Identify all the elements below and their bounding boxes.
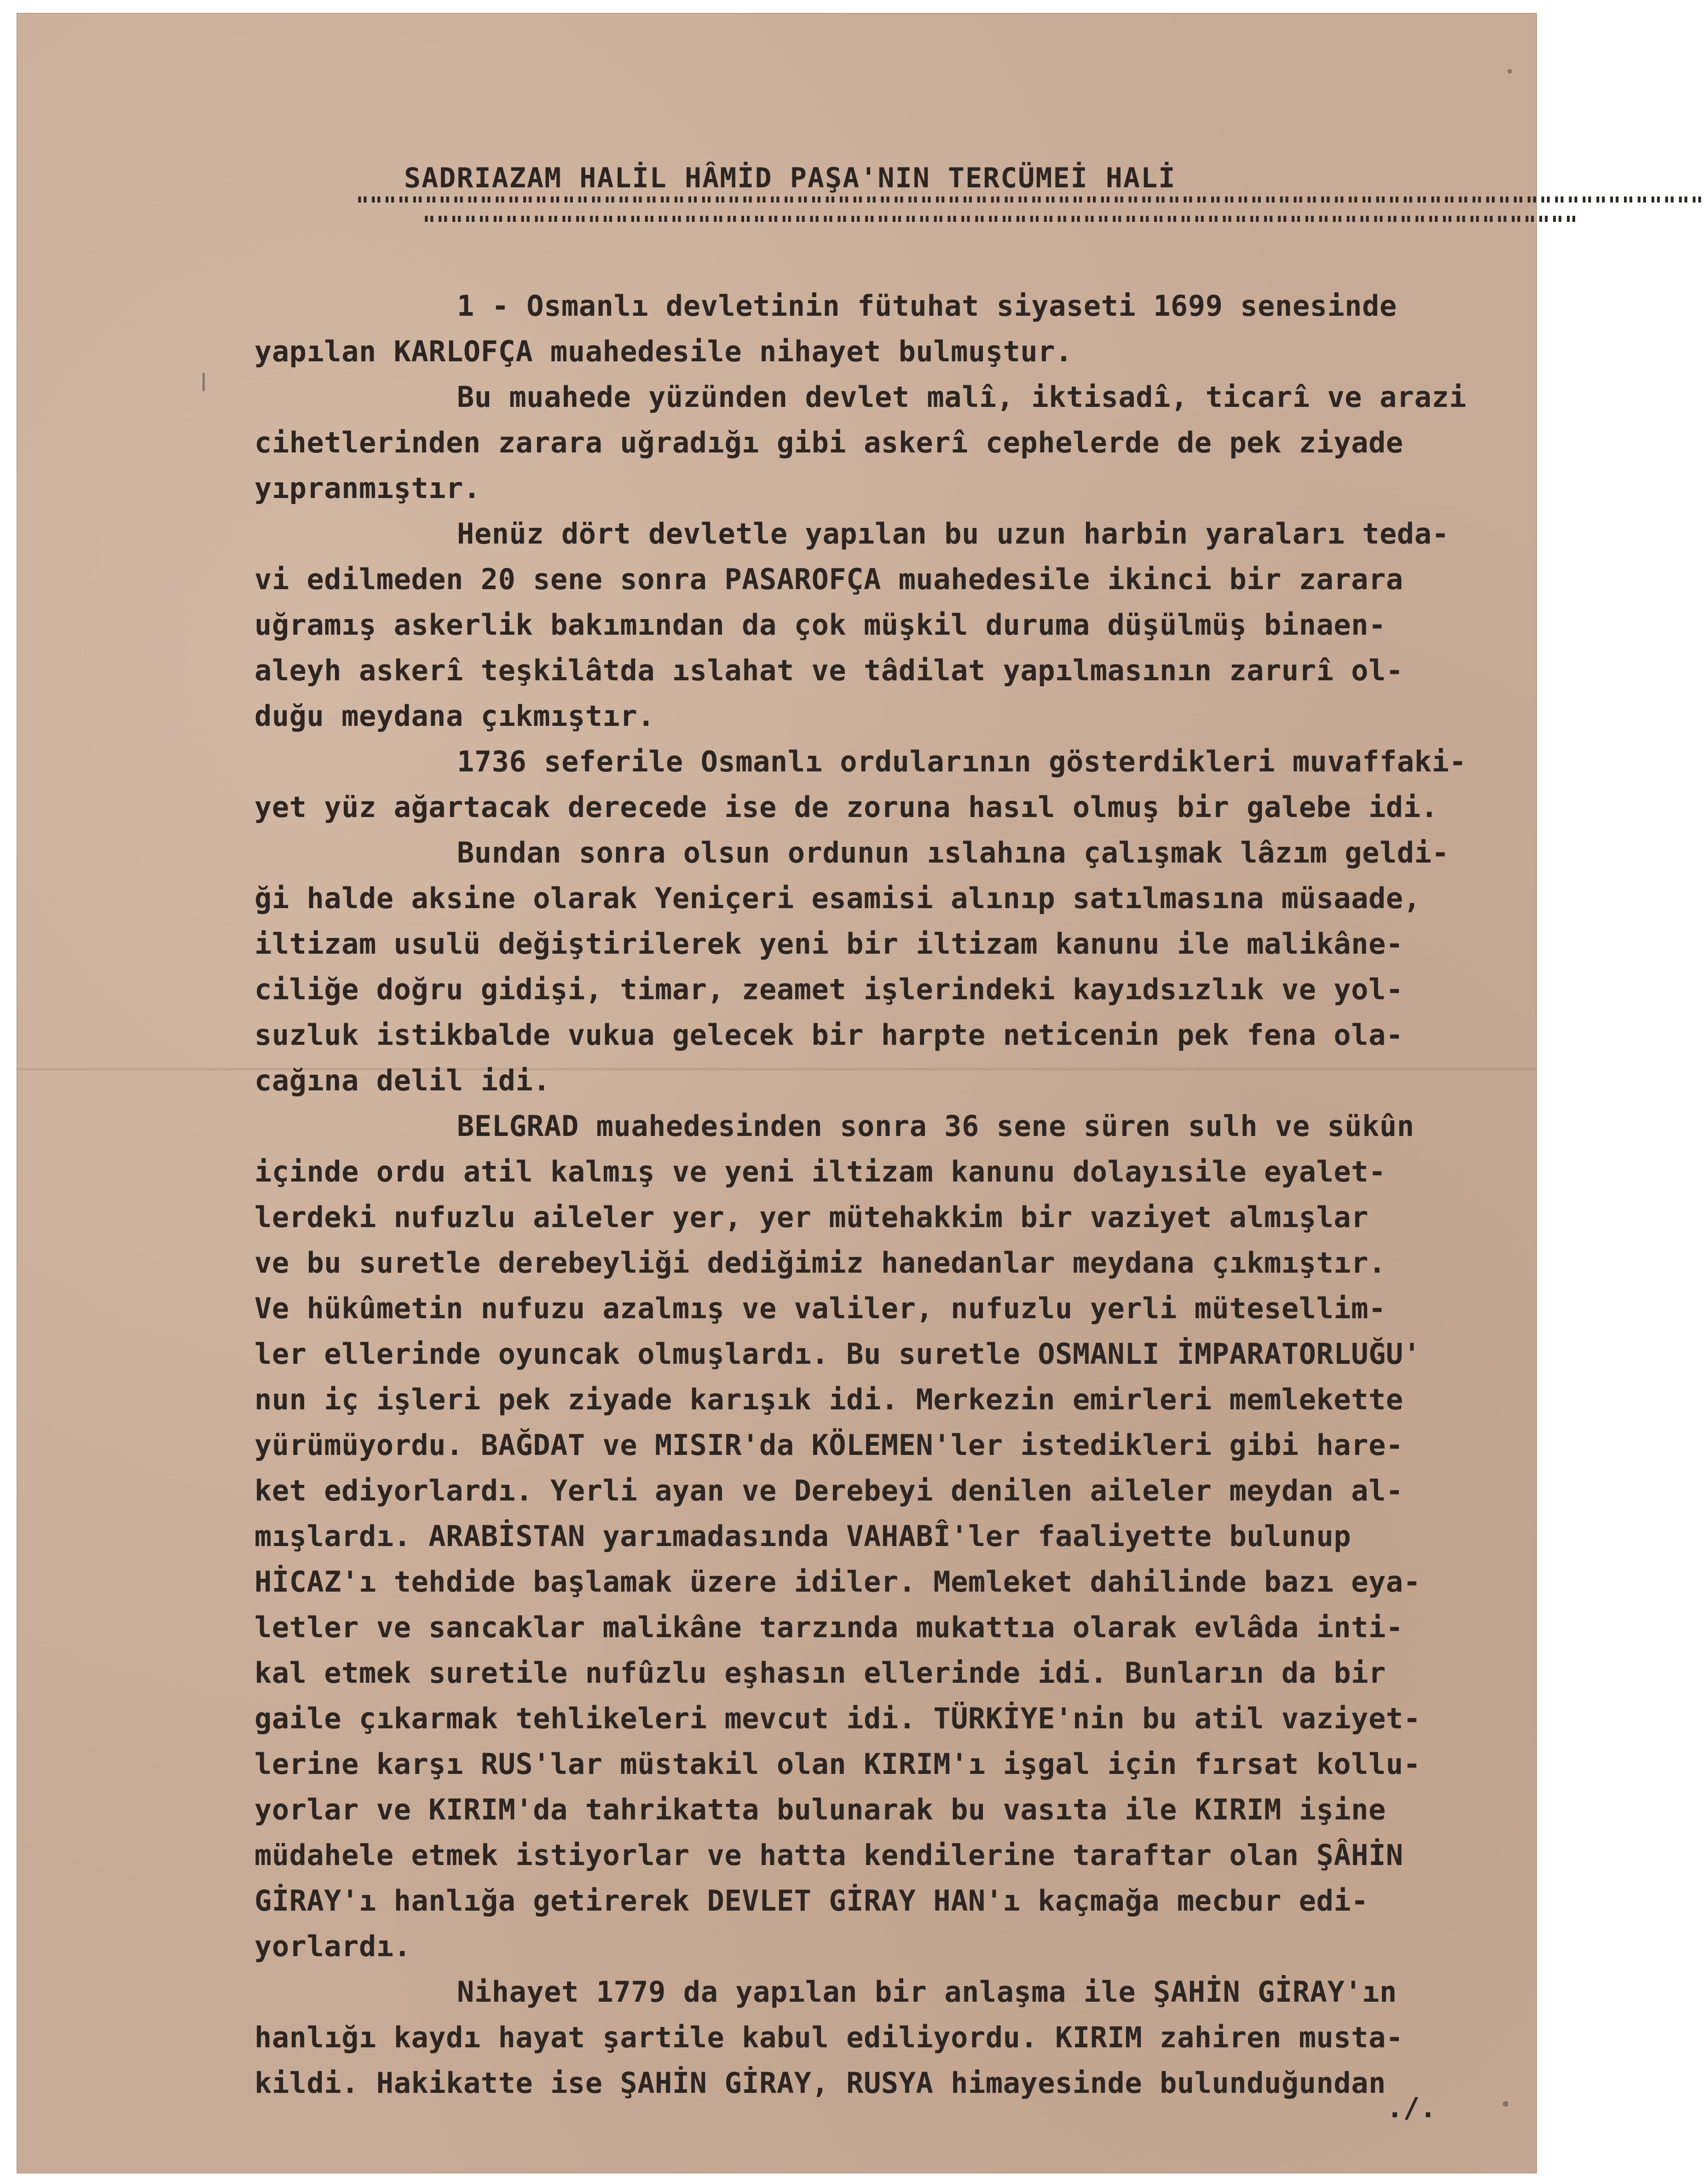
paper-speck [202,373,205,391]
text-line: içinde ordu atil kalmış ve yeni iltizam kanunu dolayısile eyalet- [254,1155,1386,1188]
text-line: Bundan sonra olsun ordunun ıslahına çalışmak lâzım geldi- [457,836,1450,869]
paper-sheet [17,14,1704,2172]
continuation-mark: ./. [1386,2092,1437,2124]
title-underline-1: """""""""""""""""""""""""""""""""""""""""""""""""""""""""""""""""""""""""""""""""""""""""""""""""" [356,192,1704,218]
text-line: gaile çıkarmak tehlikeleri mevcut idi. TÜRKİYE'nin bu atil vaziyet- [254,1702,1421,1735]
text-line: nun iç işleri pek ziyade karışık idi. Merkezin emirleri memlekette [254,1383,1404,1416]
text-line: mışlardı. ARABİSTAN yarımadasında VAHABÎ'ler faaliyette bulunup [254,1519,1352,1553]
text-line: ket ediyorlardı. Yerli ayan ve Derebeyi denilen aileler meydan al- [254,1474,1404,1507]
document-body [254,283,1538,2106]
paper-speck [1508,69,1512,74]
text-line: ği halde aksine olarak Yeniçeri esamisi alınıp satılmasına müsaade, [254,881,1421,915]
text-line: yürümüyordu. BAĞDAT ve MISIR'da KÖLEMEN'ler istedikleri gibi hare- [254,1428,1404,1462]
text-line: kal etmek suretile nufûzlu eşhasın ellerinde idi. Bunların da bir [254,1656,1386,1690]
text-line: yapılan KARLOFÇA muahedesile nihayet bulmuştur. [254,335,1073,368]
text-line: duğu meydana çıkmıştır. [254,699,655,733]
text-line: uğramış askerlik bakımından da çok müşkil duruma düşülmüş binaen- [254,608,1386,642]
text-line: müdahele etmek istiyorlar ve hatta kendilerine taraftar olan ŞÂHİN [254,1838,1404,1872]
text-line: yet yüz ağartacak derecede ise de zoruna hasıl olmuş bir galebe idi. [254,790,1438,824]
text-line: yorlardı. [254,1929,411,1963]
text-line: letler ve sancaklar malikâne tarzında mukattıa olarak evlâda inti- [254,1610,1404,1644]
text-line: 1 - Osmanlı devletinin fütuhat siyaseti 1699 senesinde [457,289,1397,323]
text-line: yıpranmıştır. [254,471,481,505]
text-line: aleyh askerî teşkilâtda ıslahat ve tâdilat yapılmasının zarurî ol- [254,654,1404,687]
text-line: vi edilmeden 20 sene sonra PASAROFÇA muahedesile ikinci bir zarara [254,562,1404,596]
text-line: ve bu suretle derebeyliği dediğimiz hanedanlar meydana çıkmıştır. [254,1246,1386,1280]
text-line: GİRAY'ı hanlığa getirerek DEVLET GİRAY HAN'ı kaçmağa mecbur edi- [254,1884,1369,1918]
text-line: iltizam usulü değiştirilerek yeni bir iltizam kanunu ile malikâne- [254,927,1404,961]
text-line: yorlar ve KIRIM'da tahrikatta bulunarak bu vasıta ile KIRIM işine [254,1793,1386,1826]
text-line: Nihayet 1779 da yapılan bir anlaşma ile ŞAHİN GİRAY'ın [457,1975,1397,2009]
text-line: kildi. Hakikatte ise ŞAHİN GİRAY, RUSYA himayesinde bulunduğundan [254,2066,1386,2100]
title-underline-2: """""""""""""""""""""""""""""""""""""""""""""""""""""""""""""""""""""""""""""""""""" [422,212,1578,238]
text-line: lerdeki nufuzlu aileler yer, yer mütehakkim bir vaziyet almışlar [254,1200,1369,1234]
text-line: hanlığı kaydı hayat şartile kabul ediliyordu. KIRIM zahiren musta- [254,2021,1404,2054]
text-line: ciliğe doğru gidişi, timar, zeamet işlerindeki kayıdsızlık ve yol- [254,973,1404,1006]
text-line: ler ellerinde oyuncak olmuşlardı. Bu suretle OSMANLI İMPARATORLUĞU' [254,1337,1421,1371]
document-title: SADRIAZAM HALİL HÂMİD PAŞA'NIN TERCÜMEİ HALİ [404,162,1176,194]
text-line: cihetlerinden zarara uğradığı gibi askerî cephelerde de pek ziyade [254,426,1404,459]
text-line: Ve hükûmetin nufuzu azalmış ve valiler, nufuzlu yerli mütesellim- [254,1292,1386,1325]
text-line: Henüz dört devletle yapılan bu uzun harbin yaraları teda- [457,517,1450,550]
paper-speck [1503,2101,1508,2107]
text-line: suzluk istikbalde vukua gelecek bir harpte neticenin pek fena ola- [254,1018,1404,1052]
text-line: Bu muahede yüzünden devlet malî, iktisadî, ticarî ve arazi [457,380,1467,414]
text-line: lerine karşı RUS'lar müstakil olan KIRIM'ı işgal için fırsat kollu- [254,1747,1421,1781]
text-line: cağına delil idi. [254,1064,551,1097]
text-line: HİCAZ'ı tehdide başlamak üzere idiler. Memleket dahilinde bazı eya- [254,1565,1421,1599]
text-line: BELGRAD muahedesinden sonra 36 sene süren sulh ve sükûn [457,1109,1415,1143]
text-line: 1736 seferile Osmanlı ordularının gösterdikleri muvaffaki- [457,745,1467,778]
